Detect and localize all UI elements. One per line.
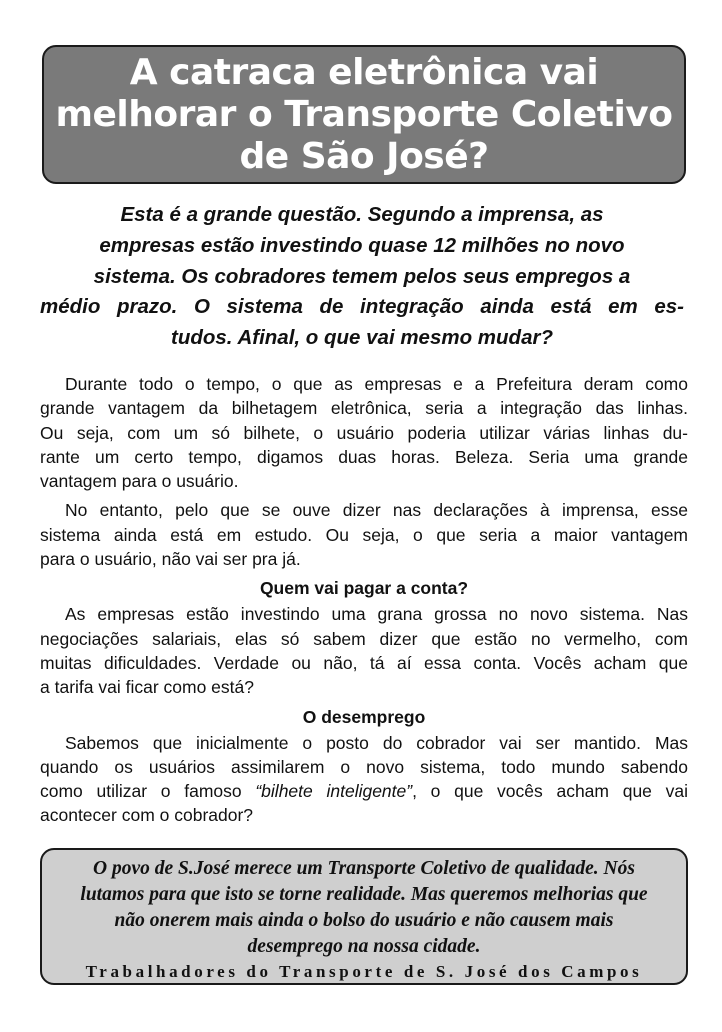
headline-box (42, 45, 686, 184)
intro-line-1: Esta é a grande questão. Segundo a imprensa, as (120, 203, 604, 226)
intro-line-3: sistema. Os cobradores temem pelos seus empregos a (93, 265, 631, 288)
intro-line-2: empresas estão investindo quase 12 milhões no novo (99, 234, 625, 257)
intro-line-4: médio prazo. O sistema de integração ainda está em es- (40, 295, 684, 318)
p3-line-1: As empresas estão investindo uma grana grossa no novo sistema. Nas (65, 604, 688, 625)
p4-line-3-start: como utilizar o famoso (40, 781, 256, 802)
p2-line-2: sistema ainda está em estudo. Ou seja, o que seria a maior vantagem (40, 524, 688, 545)
signature: Trabalhadores do Transporte de S. José dos Campos (85, 962, 643, 981)
p4-line-3-end: , o que vocês acham que vai (412, 781, 688, 802)
p1-line-3: Ou seja, com um só bilhete, o usuário poderia utilizar várias linhas du- (40, 422, 688, 443)
p1-line-4: rante um certo tempo, digamos duas horas. Beleza. Seria uma grande (40, 446, 688, 467)
closing-line-4: desemprego na nossa cidade. (247, 936, 481, 957)
headline-line-1: A catraca eletrônica vai (129, 51, 599, 93)
closing-statement-box (40, 848, 688, 985)
intro-line-5: tudos. Afinal, o que vai mesmo mudar? (171, 326, 553, 349)
headline-line-3: de São José? (239, 135, 489, 177)
headline-line-2: melhorar o Transporte Coletivo (55, 93, 673, 135)
p1-line-5: vantagem para o usuário. (40, 471, 239, 492)
p4-line-4: acontecer com o cobrador? (40, 805, 254, 826)
paragraph-4 (40, 731, 688, 828)
p2-line-1: No entanto, pelo que se ouve dizer nas declarações à imprensa, esse (65, 500, 688, 521)
p1-line-1: Durante todo o tempo, o que as empresas e a Prefeitura deram como (65, 374, 688, 394)
closing-line-2: lutamos para que isto se torne realidade. Mas queremos melhorias que (80, 884, 648, 905)
p3-line-3: muitas dificuldades. Verdade ou não, tá aí essa conta. Vocês acham que (40, 652, 688, 673)
subheading-desemprego: O desemprego (302, 706, 426, 727)
subheading-quem-vai-pagar: Quem vai pagar a conta? (259, 578, 469, 599)
p2-line-3: para o usuário, não vai ser pra já. (40, 549, 301, 570)
p4-line-1: Sabemos que inicialmente o posto do cobrador vai ser mantido. Mas (65, 732, 688, 753)
bilhete-inteligente-quote: “bilhete inteligente” (255, 781, 413, 802)
paragraph-2 (40, 498, 688, 571)
paragraph-3 (40, 602, 688, 699)
paragraph-1 (40, 372, 688, 493)
article-body (40, 372, 688, 833)
closing-line-1: O povo de S.José merece um Transporte Coletivo de qualidade. Nós (93, 858, 635, 879)
p4-line-3 (40, 779, 688, 803)
closing-line-3: não onerem mais ainda o bolso do usuário e não causem mais (114, 910, 614, 931)
p4-line-2: quando os usuários assimilarem o novo sistema, todo mundo sabendo (40, 756, 688, 777)
intro-paragraph (40, 199, 684, 353)
p3-line-2: negociações salariais, elas só sabem dizer que estão no vermelho, com (40, 628, 688, 649)
p3-line-4: a tarifa vai ficar como está? (40, 677, 254, 698)
p1-line-2: grande vantagem da bilhetagem eletrônica, seria a integração das linhas. (40, 398, 688, 419)
